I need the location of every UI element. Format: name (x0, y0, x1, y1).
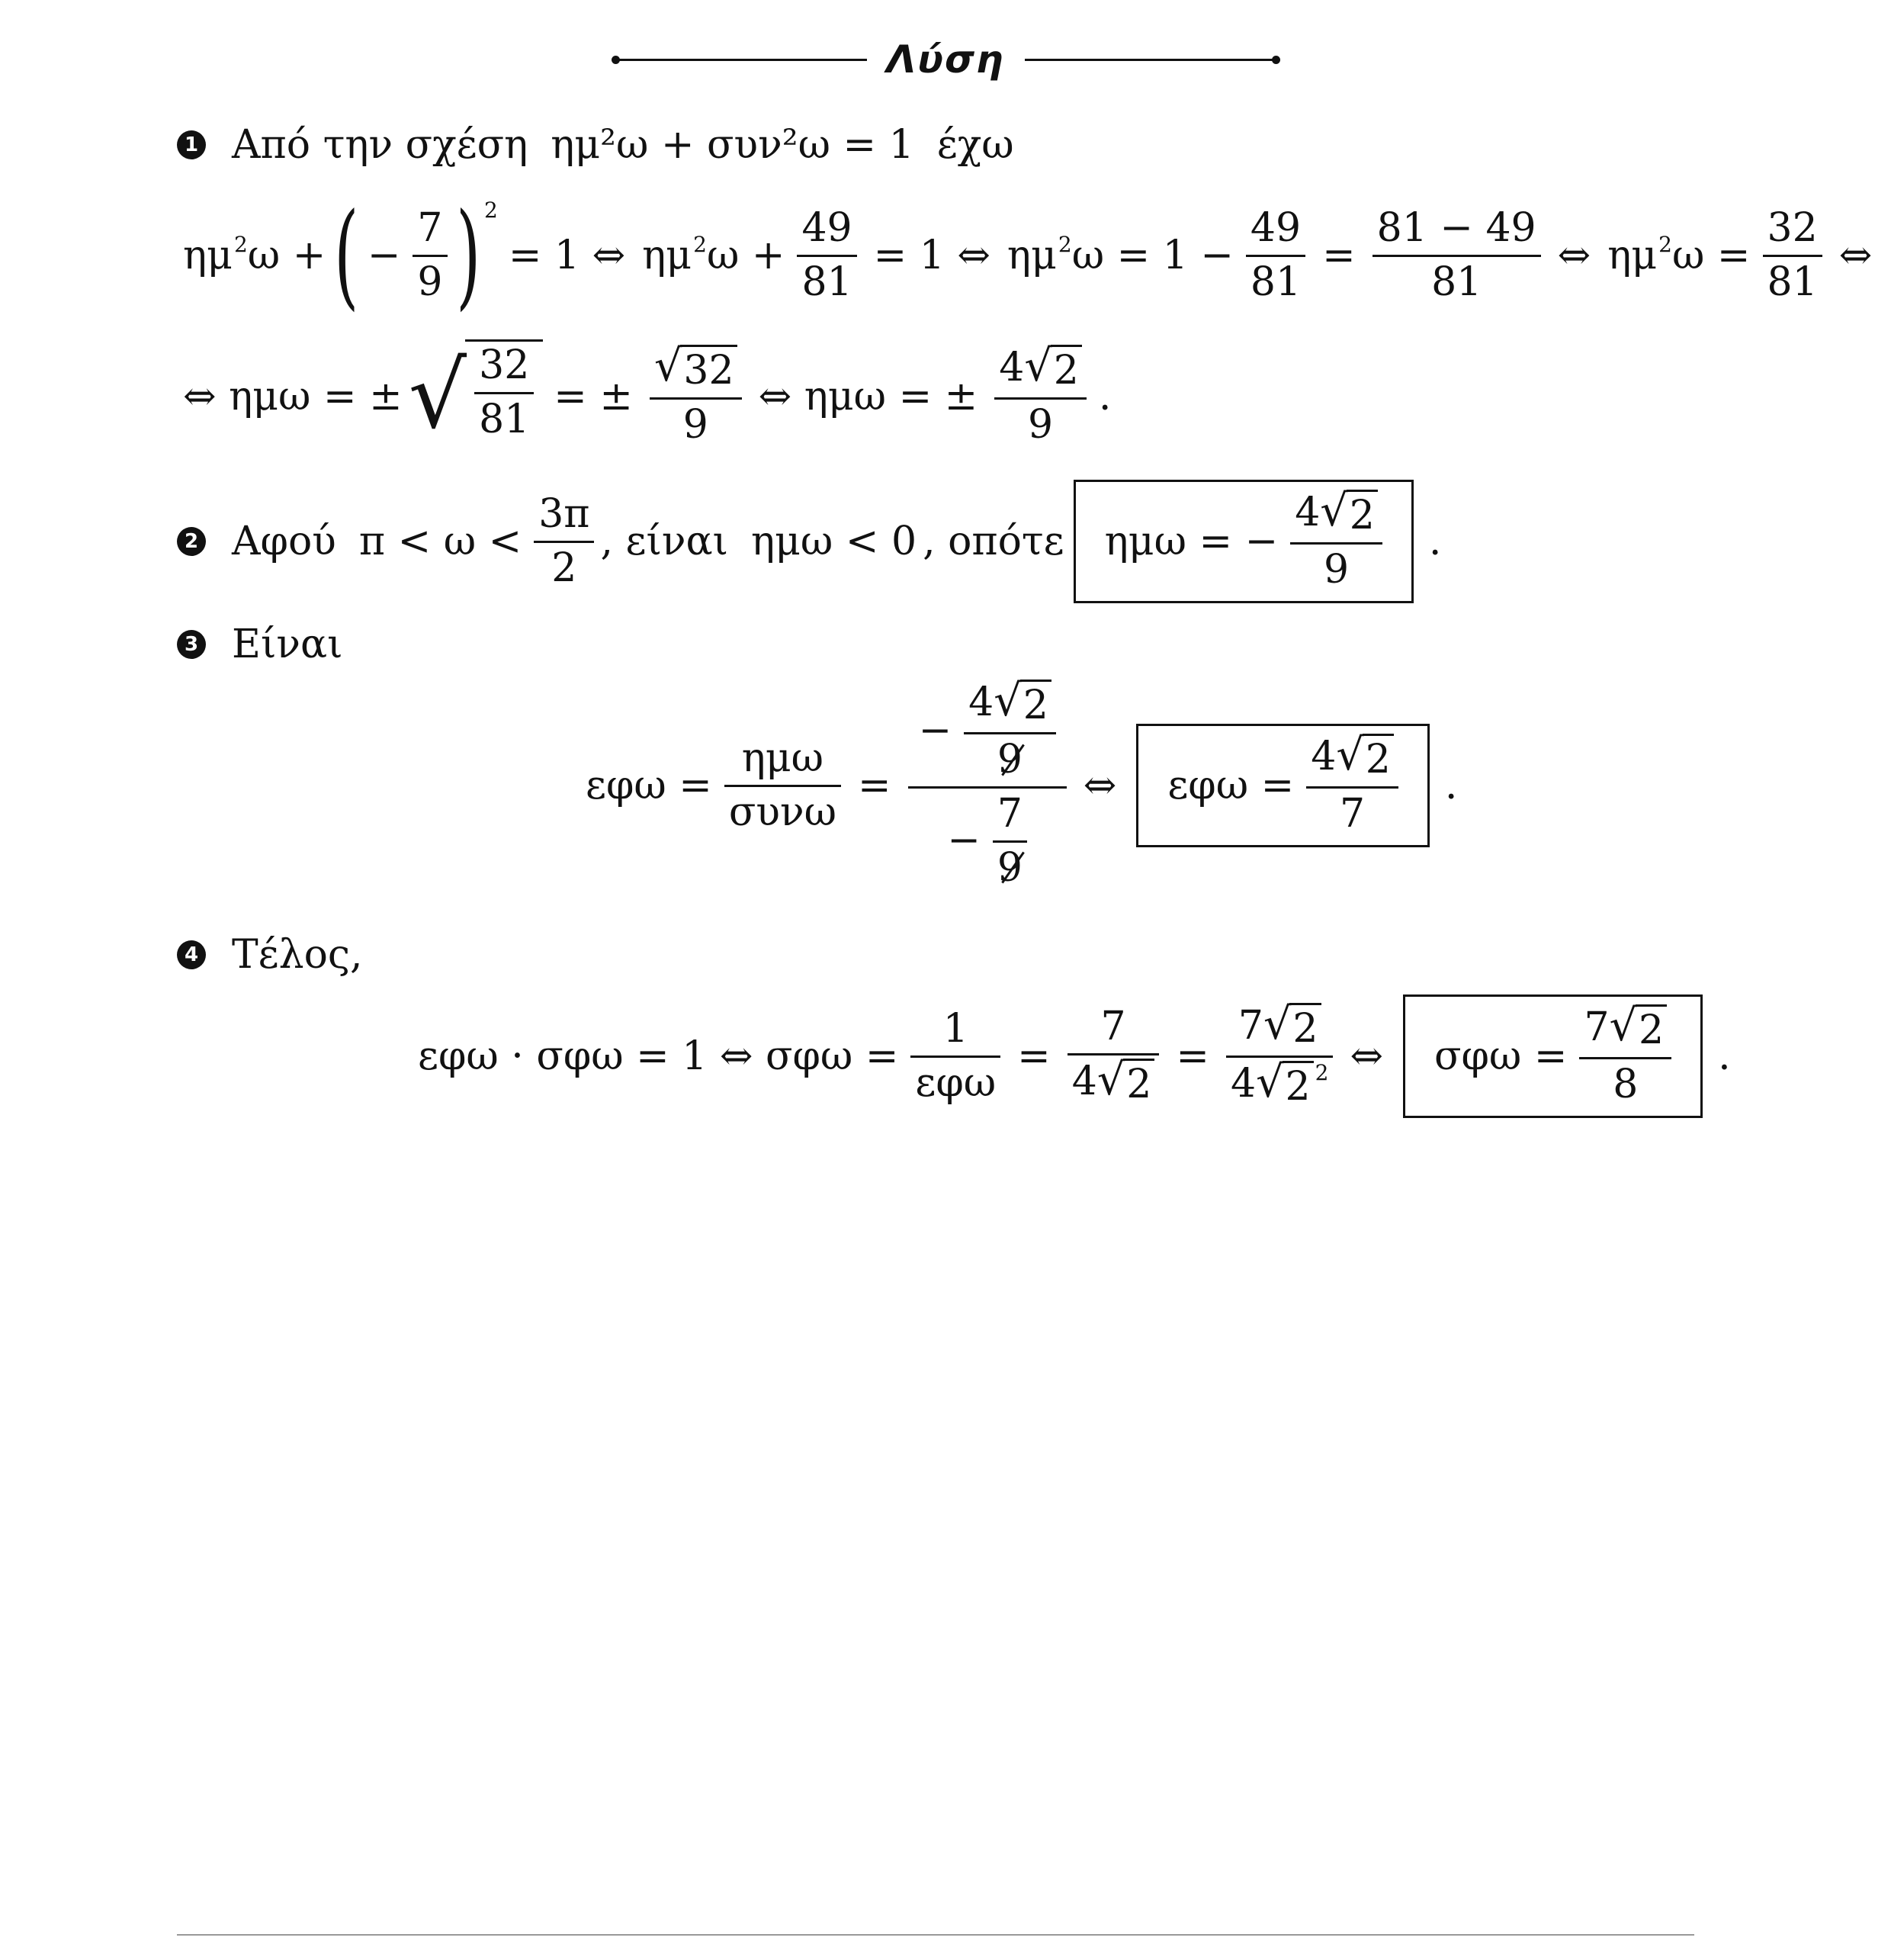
right-paren: ) (455, 189, 480, 322)
step3-equation: εφω = $\frac{\text{ημω}}{\text{συνω}}$ = − 4 √ 2 9 − $\frac{7}{9}$ ⇔ εφω = 4 √ 2 7 . (586, 676, 1458, 891)
fraction-49-81: $\frac{49}{81}$ (797, 206, 856, 306)
fraction-4sqrt2-9: 4 √ 2 9 (994, 345, 1087, 448)
fraction-sqrt32-9: √ 32 9 (650, 345, 742, 448)
step3-intro-row: 3 Είναι (177, 622, 342, 667)
fraction-7-9: $\frac{7}{9}$ (413, 206, 447, 306)
fraction-1-tan: $\frac{1}{\text{εφω}}$ (910, 1007, 1000, 1107)
fraction-3pi-2: $\frac{3\pi}{2}$ (534, 492, 594, 592)
result-box-cot: σφω = 7 √ 2 8 (1403, 994, 1703, 1118)
heading-rule-right (1025, 59, 1276, 61)
step1-identity: ημ²ω + συν²ω = 1 (551, 122, 914, 168)
step1-tail-text: έχω (936, 122, 1014, 168)
step1-equation-line1: $\eta\mu^2\omega$ + ( − $\frac{7}{9}$ ) $^2$ = 1 ⇔ $\eta\mu^2\omega$ + $\frac{49}{81}$ = 1 ⇔ $\eta\mu^2\omega = 1$ − $\frac{49}{81}$ = $\frac{81 - 49}{81}$ ⇔ $\eta\mu^2\omega$ = $\frac{32}{81}$ ⇔ (183, 189, 1873, 322)
fraction-32-81: $\frac{32}{81}$ (1763, 206, 1822, 306)
fraction-49-81-b: $\frac{49}{81}$ (1246, 206, 1305, 306)
step1-intro-text: Από την σχέση (232, 122, 528, 168)
step3-bullet: 3 (177, 630, 206, 659)
step2-row: 2 Αφού π < ω < $\frac{3\pi}{2}$ , είναι ημω < 0 , οπότε ημω = − 4 √ 2 9 . (177, 480, 1447, 602)
left-paren: ( (334, 189, 359, 322)
step1-equation-line2: ⇔ ημω = ± √ $\frac{32}{81}$ = ± √ 32 9 ⇔ ημω = ± 4 √ 2 9 . (177, 336, 1117, 458)
step1-intro-row (177, 122, 1014, 168)
step2-bullet: 2 (177, 527, 206, 556)
fraction-rationalized: 7 √ 2 4 √ 2 $^2$ (1226, 1003, 1333, 1110)
result-box-tan: εφω = 4 √ 2 7 (1136, 724, 1430, 847)
step4-equation: εφω · σφω = 1 ⇔ σφω = $\frac{1}{\text{εφω}}$ = 7 4 √ 2 = 7 √ 2 4 √ 2 $^2$ ⇔ σφω = 7 √ 2 8 . (412, 991, 1737, 1121)
compound-fraction: − 4 √ 2 9 − $\frac{7}{9}$ (908, 680, 1067, 891)
step4-intro-row: 4 Τέλος, (177, 932, 363, 978)
step4-bullet: 4 (177, 940, 206, 969)
footer-rule (177, 1934, 1694, 1936)
result-box-sin: ημω = − 4 √ 2 9 (1074, 480, 1414, 603)
heading-rule-left (615, 59, 867, 61)
fraction-sin-cos: $\frac{\text{ημω}}{\text{συνω}}$ (724, 736, 841, 836)
fraction-7-4sqrt2: 7 4 √ 2 (1068, 1004, 1160, 1108)
step1-bullet: 1 (177, 130, 206, 159)
heading-title: Λύση (886, 37, 1005, 82)
sqrt-fraction: √ $\frac{32}{81}$ (409, 339, 544, 454)
fraction-81-minus-49: $\frac{81 - 49}{81}$ (1372, 206, 1541, 306)
solution-heading (0, 29, 1891, 90)
